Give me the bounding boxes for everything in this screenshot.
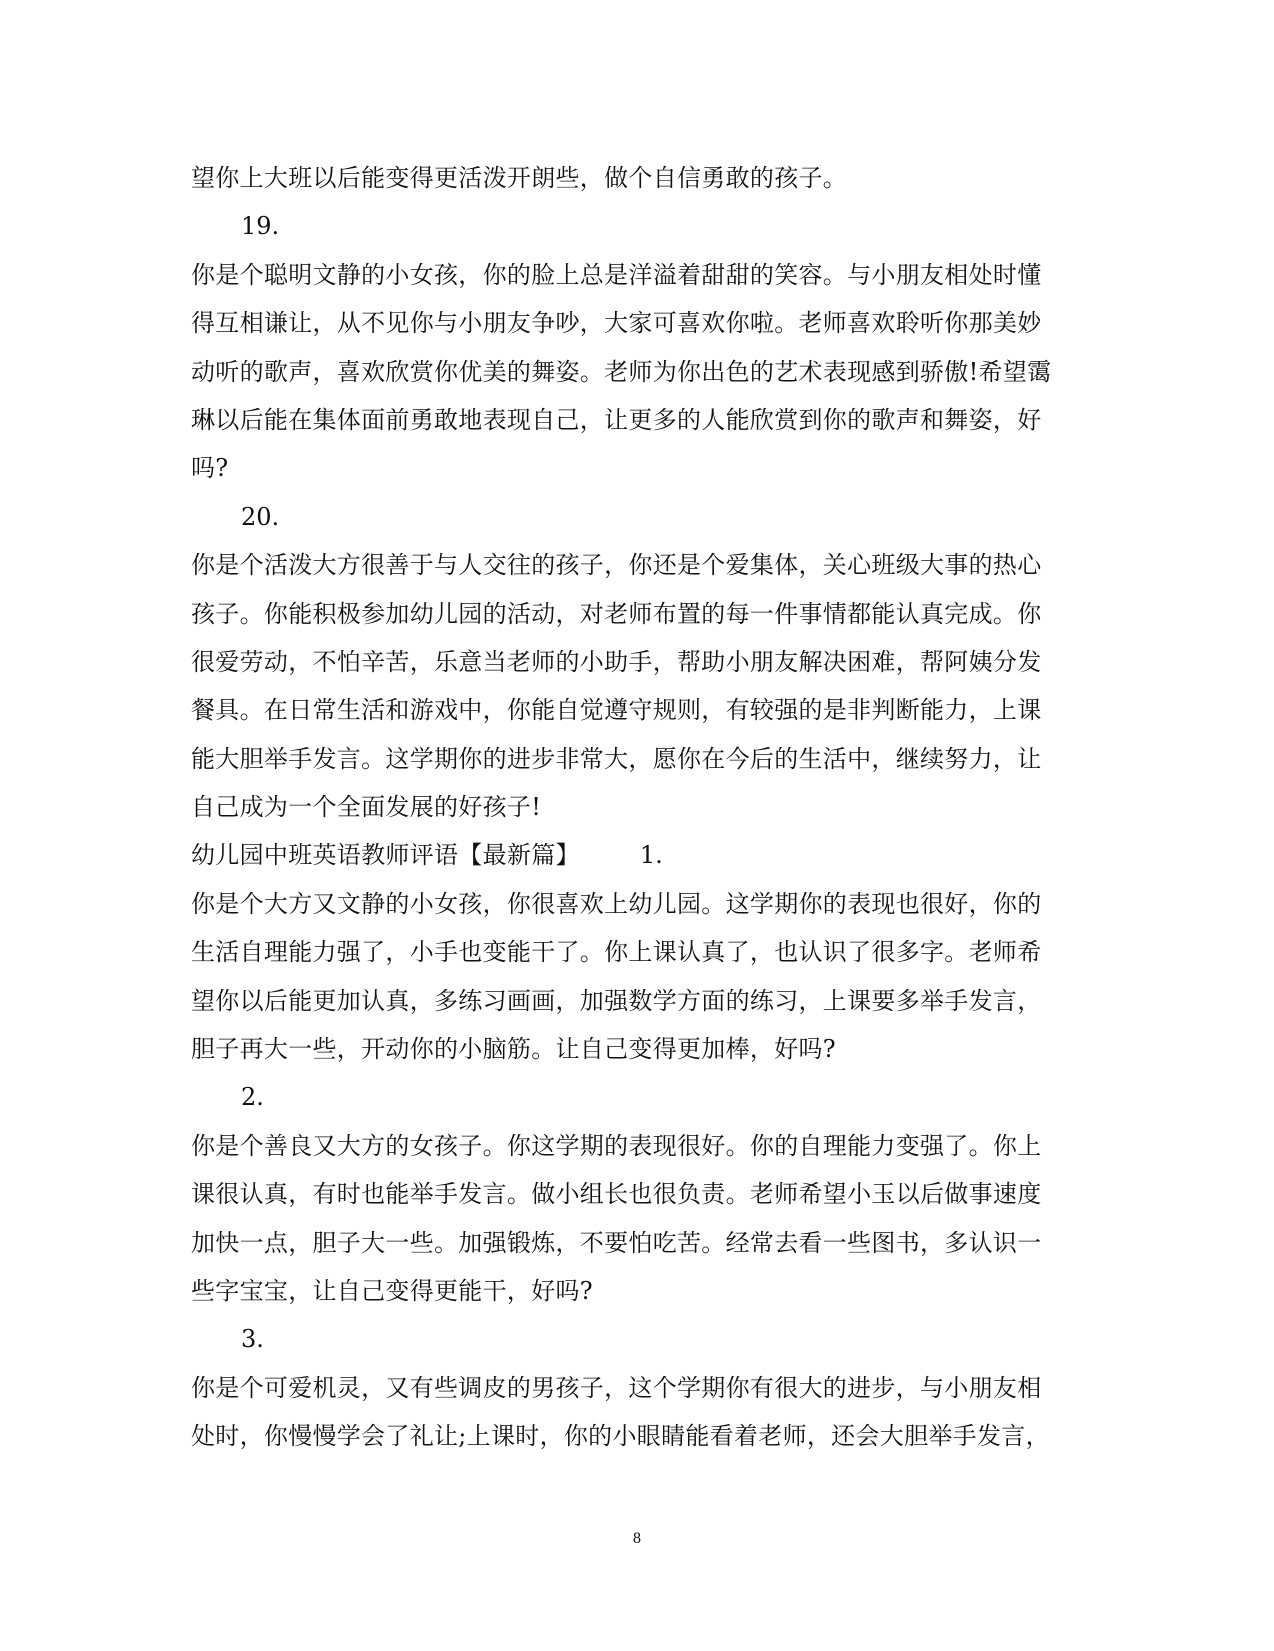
text-line: 处时，你慢慢学会了礼让;上课时，你的小眼睛能看着老师，还会大胆举手发言， — [191, 1422, 1050, 1451]
text-line: 加快一点，胆子大一些。加强锻炼，不要怕吃苦。经常去看一些图书，多认识一 — [191, 1228, 1042, 1257]
text-line: 你是个可爱机灵，又有些调皮的男孩子，这个学期你有很大的进步，与小朋友相 — [191, 1373, 1042, 1402]
text-line: 动听的歌声，喜欢欣赏你优美的舞姿。老师为你出色的艺术表现感到骄傲!希望霭 — [191, 357, 1052, 386]
text-line: 望你上大班以后能变得更活泼开朗些，做个自信勇敢的孩子。 — [191, 164, 848, 192]
page-number: 8 — [633, 1530, 641, 1547]
text-line: 你是个善良又大方的女孩子。你这学期的表现很好。你的自理能力变强了。你上 — [191, 1131, 1042, 1160]
text-line: 自己成为一个全面发展的好孩子! — [191, 793, 542, 822]
text-line: 些字宝宝，让自己变得更能干，好吗? — [191, 1276, 593, 1305]
text-line: 能大胆举手发言。这学期你的进步非常大，愿你在今后的生活中，继续努力，让 — [191, 744, 1042, 773]
text-line: 生活自理能力强了，小手也变能干了。你上课认真了，也认识了很多字。老师希 — [191, 938, 1042, 967]
text-line: 得互相谦让，从不见你与小朋友争吵，大家可喜欢你啦。老师喜欢聆听你那美妙 — [191, 309, 1042, 338]
text-line: 孩子。你能积极参加幼儿园的活动，对老师布置的每一件事情都能认真完成。你 — [191, 599, 1042, 628]
text-line: 餐具。在日常生活和游戏中，你能自觉遵守规则，有较强的是非判断能力，上课 — [191, 696, 1042, 725]
text-line: 胆子再大一些，开动你的小脑筋。让自己变得更加棒，好吗? — [191, 1035, 836, 1064]
item-number: 20. — [241, 502, 280, 531]
section-heading-number: 1. — [639, 841, 663, 870]
text-line: 你是个聪明文静的小女孩，你的脸上总是洋溢着甜甜的笑容。与小朋友相处时懂 — [191, 260, 1042, 289]
text-line: 琳以后能在集体面前勇敢地表现自己，让更多的人能欣赏到你的歌声和舞姿，好 — [191, 405, 1042, 434]
text-line: 你是个大方又文静的小女孩，你很喜欢上幼儿园。这学期你的表现也很好，你的 — [191, 889, 1042, 918]
text-line: 你是个活泼大方很善于与人交往的孩子，你还是个爱集体，关心班级大事的热心 — [191, 551, 1042, 580]
text-line: 吗? — [191, 454, 229, 483]
document-body — [191, 154, 1086, 1461]
item-number: 2. — [241, 1083, 264, 1112]
text-line: 望你以后能更加认真，多练习画画，加强数学方面的练习，上课要多举手发言， — [191, 986, 1042, 1015]
section-heading-text: 幼儿园中班英语教师评语【最新篇】 — [191, 841, 580, 870]
item-number: 3. — [241, 1325, 264, 1354]
section-heading — [191, 831, 1086, 879]
text-line: 很爱劳动，不怕辛苦，乐意当老师的小助手，帮助小朋友解决困难，帮阿姨分发 — [191, 647, 1042, 676]
text-line: 课很认真，有时也能举手发言。做小组长也很负责。老师希望小玉以后做事速度 — [191, 1180, 1042, 1209]
item-number: 19. — [241, 212, 280, 241]
